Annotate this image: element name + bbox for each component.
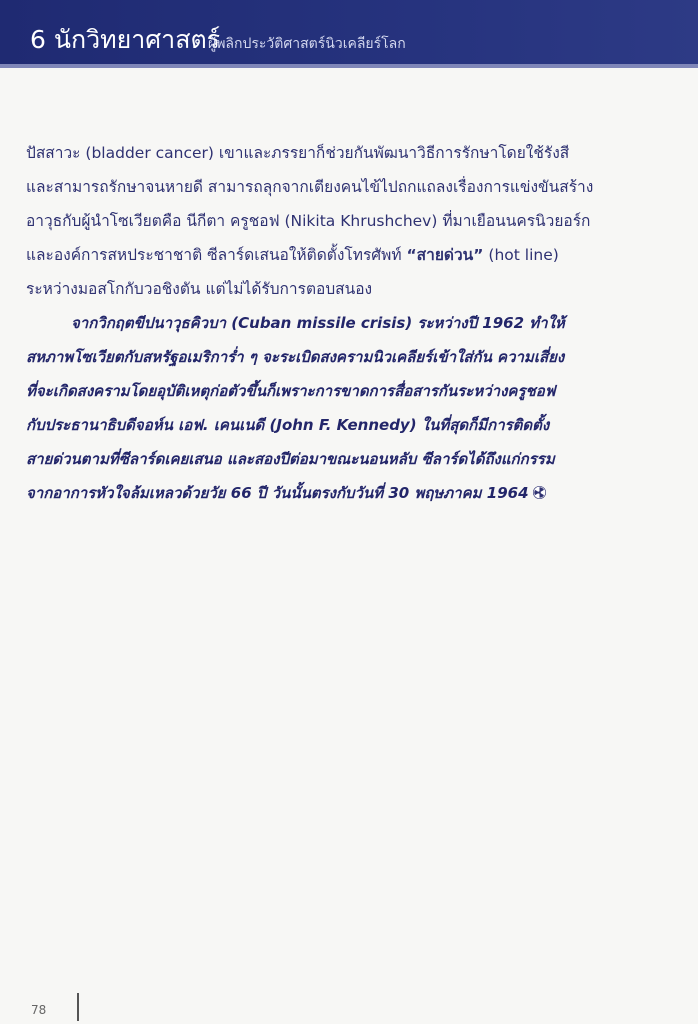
text-line: และสามารถรักษาจนหายดี สามารถลุกจากเตียงคนไข้ไปถกแถลงเรื่องการแข่งขันสร้าง [26,178,594,196]
body-text [26,136,676,510]
header-subtitle: ผู้พลิกประวัติศาสตร์นิวเคลียร์โลก [208,36,406,52]
header-divider [0,64,698,68]
page-number: 78 [31,1003,47,1017]
text-line-bold: สายด่วนตามที่ซีลาร์ดเคยเสนอ และสองปีต่อมาขณะนอนหลับ ซีลาร์ดได้ถึงแก่กรรม [26,450,555,468]
text-line-bold: สหภาพโซเวียตกับสหรัฐอเมริการ่ำ ๆ จะระเบิดสงครามนิวเคลียร์เข้าใส่กัน ความเสี่ยง [26,348,565,366]
text-line-bold: กับประธานาธิบดีจอห์น เอฟ. เคนเนดี (John F. Kennedy) ในที่สุดก็มีการติดตั้ง [26,416,550,434]
footer-divider [77,993,79,1021]
text-segment: (hot line) [483,246,559,264]
text-line: ปัสสาวะ (bladder cancer) เขาและภรรยาก็ช่วยกันพัฒนาวิธีการรักษาโดยใช้รังสี [26,144,570,162]
text-line-bold-last [26,476,676,510]
text-segment: และองค์การสหประชาชาติ ซีลาร์ดเสนอให้ติดตั้งโทรศัพท์ [26,246,407,264]
text-line: อาวุธกับผู้นำโซเวียตคือ นีกีตา ครูชอฟ (Nikita Khrushchev) ที่มาเยือนนครนิวยอร์ก [26,212,591,230]
page-header [0,0,698,64]
text-line-hotline [26,238,676,272]
text-line: ระหว่างมอสโกกับวอชิงตัน แต่ไม่ได้รับการตอบสนอง [26,280,373,298]
text-line-bold: จากวิกฤตขีปนาวุธคิวบา (Cuban missile crisis) ระหว่างปี 1962 ทำให้ [71,314,565,332]
hotline-term: “สายด่วน” [406,246,484,264]
text-segment: จากอาการหัวใจล้มเหลวด้วยวัย 66 ปี วันนั้นตรงกับวันที่ 30 พฤษภาคม 1964 [26,484,529,502]
header-title: 6 นักวิทยาศาสตร์ [30,25,221,54]
text-line-bold: ที่จะเกิดสงครามโดยอุบัติเหตุก่อตัวขึ้นก็เพราะการขาดการสื่อสารกันระหว่างครูชอฟ [26,382,556,400]
radiation-icon [533,486,546,499]
